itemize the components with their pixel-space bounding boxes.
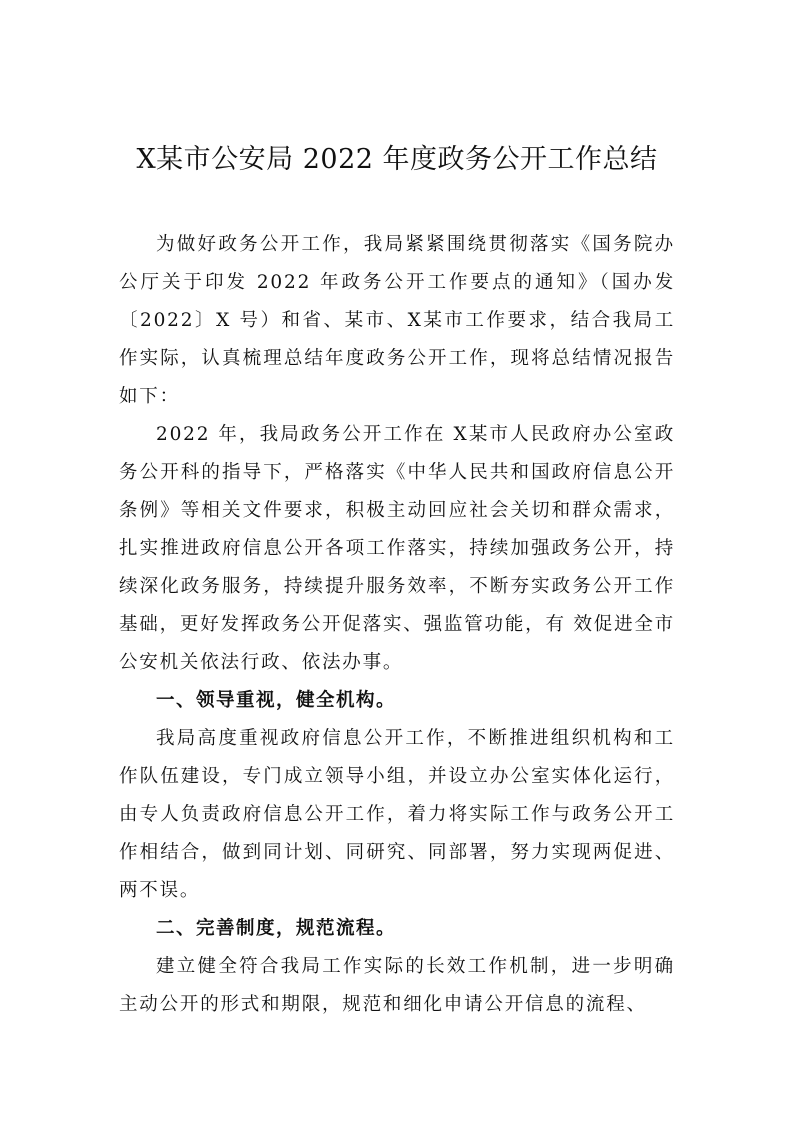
section-heading-system: 二、完善制度，规范流程。 (156, 918, 397, 939)
overview-paragraph: 2022 年，我局政务公开工作在 X某市人民政府办公室政务公开科的指导下，严格落实《中华人民共和国政府信息公开条例》等相关文件要求，积极主动回应社会关切和群众需求，扎实推进政府信息公开各项工作落实，持续加强政务公开，持续深化政务服务，持续提升服务效率，不断夯实政务公开工作基础，更好发挥政务公开促落实、强监管功能，有 效促进全市公安机关依法行政、依法办事。 (119, 424, 675, 673)
document-body (119, 226, 675, 1024)
intro-paragraph: 为做好政务公开工作，我局紧紧围绕贯彻落实《国务院办公厅关于印发 2022 年政务公开工作要点的通知》（国办发〔2022〕X 号）和省、某市、X某市工作要求，结合我局工作实际，认真梳理总结年度政务公开工作，现将总结情况报告如下： (119, 234, 675, 407)
section-heading-leadership: 一、领导重视，健全机构。 (156, 690, 397, 711)
system-paragraph: 建立健全符合我局工作实际的长效工作机制，进一步明确主动公开的形式和期限，规范和细化申请公开信息的流程、 (119, 956, 675, 1015)
leadership-paragraph: 我局高度重视政府信息公开工作，不断推进组织机构和工作队伍建设，专门成立领导小组，并设立办公室实体化运行，由专人负责政府信息公开工作，着力将实际工作与政务公开工作相结合，做到同计划、同研究、同部署，努力实现两促进、两不误。 (119, 728, 675, 901)
document-title: X某市公安局 2022 年度政务公开工作总结 (136, 144, 658, 175)
